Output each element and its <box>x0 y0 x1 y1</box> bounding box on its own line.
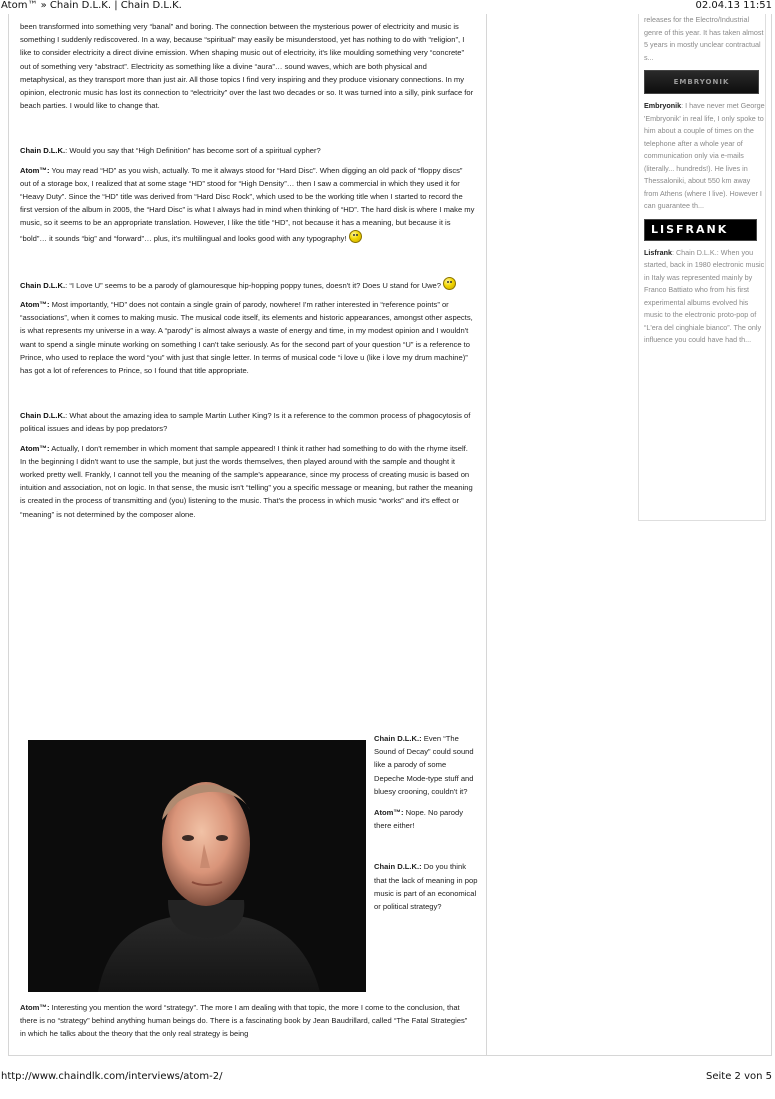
sidebar-item-lisfrank-title[interactable]: Lisfrank <box>644 247 672 257</box>
answer-4-speaker: Atom™: <box>374 808 404 818</box>
answer-5-speaker: Atom™: <box>20 1003 50 1012</box>
sidebar-item-embryonik[interactable] <box>639 100 765 213</box>
sidebar-item-lisfrank[interactable] <box>639 247 765 347</box>
answer-3-text: Actually, I don't remember in which moment that sample appeared! I think it rather had something to do with the rhyme itself. In the beginning I didn't want to use the sample, but just the words themselves, then played around with the sample and thought it worked pretty well. Frankly, I cannot tell you the meaning of the sample's appearance, since my process of creating music is based on intuition and association, not on logic. In that sense, the music isn't “telling” you a specific message or meaning, but rather the meaning is created in the process of transmitting and (you) listening to the music. That's the process in which music “works” and it's effect or “meaning” is not determined by the composer alone. <box>20 443 473 519</box>
interview-article <box>20 20 475 527</box>
question-3 <box>20 409 475 435</box>
question-4-speaker: Chain D.L.K.: <box>374 734 422 743</box>
smiley-emoticon-icon <box>443 277 456 290</box>
question-1 <box>20 144 475 157</box>
paragraph-gap <box>20 118 475 144</box>
answer-1-text: You may read “HD” as you wish, actually. To me it always stood for “Hard Disc”. When digging an old pack of “floppy discs” out of a storage box, I realized that at some stage “HD” stood for “High Density”… then I saw a commercial in which they used it for “Heavy Duty”. Since the “HD” title was derived from “Hard Disc Rock”, which used to be the working title when I started to record the first version of the album in 2005, the “Hard Disc” is what I always had in mind when thinking of “HD”. The hard disk is where I make my music, so it seems to be an appropriate translation. However, I like the title “HD”, not because it has a meaning, but because it is “bold”… it sounds “big” and “forward”… plus, it's multilingual and looks good with any typography! <box>20 165 475 243</box>
sidebar-item-embryonik-text: : I have never met George 'Embryonik' in real life, I only spoke to him about a couple of times on the telephone after a whole year of communication only via e-mails (literally... hundreds!). He lives in Thessaloniki, about 550 km away from Athens (where I live). However I can guarantee th... <box>644 101 765 210</box>
paragraph-gap <box>20 251 475 277</box>
answer-3-speaker: Atom™: <box>20 443 50 453</box>
answer-4-text: Nope. No parody there either! <box>374 808 464 831</box>
question-5 <box>374 860 478 913</box>
question-4 <box>374 732 478 798</box>
smiley-emoticon-icon <box>349 230 362 243</box>
question-4-text: Even “The Sound of Decay” could sound like a parody of some Depeche Mode-type stuff and bluesy crooning, couldn't it? <box>374 734 474 796</box>
print-header <box>0 0 775 14</box>
frame-right-border <box>771 14 772 1056</box>
answer-5-text: Interesting you mention the word “strategy”. The more I am dealing with that topic, the more I come to the conclusion, that there is no “strategy” behind anything human beings do. There is a fascinating book by Jean Baudrillard, called “The Fatal Strategies” in which he talks about the theory that the only real strategy is being <box>20 1003 468 1039</box>
answer-1-speaker: Atom™: <box>20 165 50 175</box>
print-footer <box>0 1071 775 1085</box>
portrait-illustration <box>28 740 366 992</box>
question-1-text: : Would you say that “High Definition” has become sort of a spiritual cypher? <box>65 146 321 156</box>
frame-left-border <box>8 14 9 1056</box>
print-footer-url[interactable]: http://www.chaindlk.com/interviews/atom-2/ <box>1 1071 223 1082</box>
answer-2-text: Most importantly, “HD” does not contain a single grain of parody, nowhere! I'm rather interested in “reference points” or “associations”, when it comes to making music. The musical code itself, its elements and historic appearances, amongst other aspects, is what represents my universe in a way. A “parody” is almost always a waste of energy and time, in my modest opinion and I wouldn't want to spend a single minute working on something I can't take seriously. As for the second part of your question “U” is a reference to Prince, who used to replace the word “you” with just that single letter. In terms of musical code “i love u (like i love my drum machine)” has got a lot of references to Prince, so I found that title appropriate. <box>20 300 473 376</box>
sidebar-lisfrank-banner[interactable]: LISFRANK <box>644 219 757 241</box>
answer-5 <box>20 1001 475 1041</box>
question-2-speaker: Chain D.L.K. <box>20 280 66 290</box>
question-2 <box>20 277 475 292</box>
print-footer-page-number: Seite 2 von 5 <box>706 1071 772 1082</box>
question-5-text: Do you think that the lack of meaning in pop music is part of an economical or political strategy? <box>374 862 478 912</box>
print-header-datetime: 02.04.13 11:51 <box>695 0 772 11</box>
artist-portrait-photo <box>28 740 366 992</box>
question-3-text: : What about the amazing idea to sample Martin Luther King? Is it a reference to the common process of phagocytosis of political issues and ideas by pop predators? <box>20 411 471 434</box>
photo-side-caption <box>374 732 478 921</box>
answer-3 <box>20 442 475 521</box>
sidebar-item-previous-excerpt: releases for the Electro/Industrial genre of this year. It has taken almost 5 years in mostly unclear contractual s... <box>644 15 764 62</box>
answer-4 <box>374 806 478 832</box>
sidebar-item-lisfrank-text: : Chain D.L.K.: When you started, back in 1980 electronic music in Italy was represented mainly by Franco Battiato who from his first experimental albums evolved his music to the electronic proto-pop of “L'era del cinghiale bianco”. The only influence you could have had th... <box>644 247 765 344</box>
answer-1 <box>20 164 475 245</box>
question-5-speaker: Chain D.L.K.: <box>374 862 422 872</box>
print-header-title: Atom™ » Chain D.L.K. | Chain D.L.K. <box>1 0 182 11</box>
article-intro: been transformed into something very “banal” and boring. The connection between the mysterious power of electricity and music is something I suddenly rediscovered. In a way, because “spiritual” may easily be misunderstood, yet has nothing to do with “religion”, I like to consider electricity a direct divine emission. When shaping music out of electricity, it's like moulding something very “concrete” out of something very “abstract”. Electricity as something like a divine “aura”… sound waves, which are both physical and metaphysical, as they transport more than just air. All those topics I find very inspiring and they produce visionary connections. In my opinion, electronic music has lost its connection to “electricity” over the last two decades or so. It was turned into a silly, pink surface for beach parties. I would like to change that. <box>20 22 474 111</box>
sidebar-embryonik-banner[interactable]: EMBRYONIK <box>644 70 759 94</box>
paragraph-gap <box>20 383 475 409</box>
question-2-text: : “I Love U” seems to be a parody of glamouresque hip-hopping poppy tunes, doesn't it? Does U stand for Uwe? <box>65 280 442 290</box>
answer-5-block <box>20 1001 475 1041</box>
answer-2-speaker: Atom™: <box>20 300 50 310</box>
question-1-speaker: Chain D.L.K. <box>20 146 66 156</box>
frame-bottom-border <box>8 1055 772 1056</box>
paragraph-gap <box>374 840 478 860</box>
frame-middle-border <box>486 14 487 1056</box>
question-3-speaker: Chain D.L.K. <box>20 411 66 421</box>
sidebar-item-embryonik-title[interactable]: Embryonik <box>644 101 682 110</box>
related-sidebar <box>638 14 766 521</box>
answer-2 <box>20 298 475 377</box>
